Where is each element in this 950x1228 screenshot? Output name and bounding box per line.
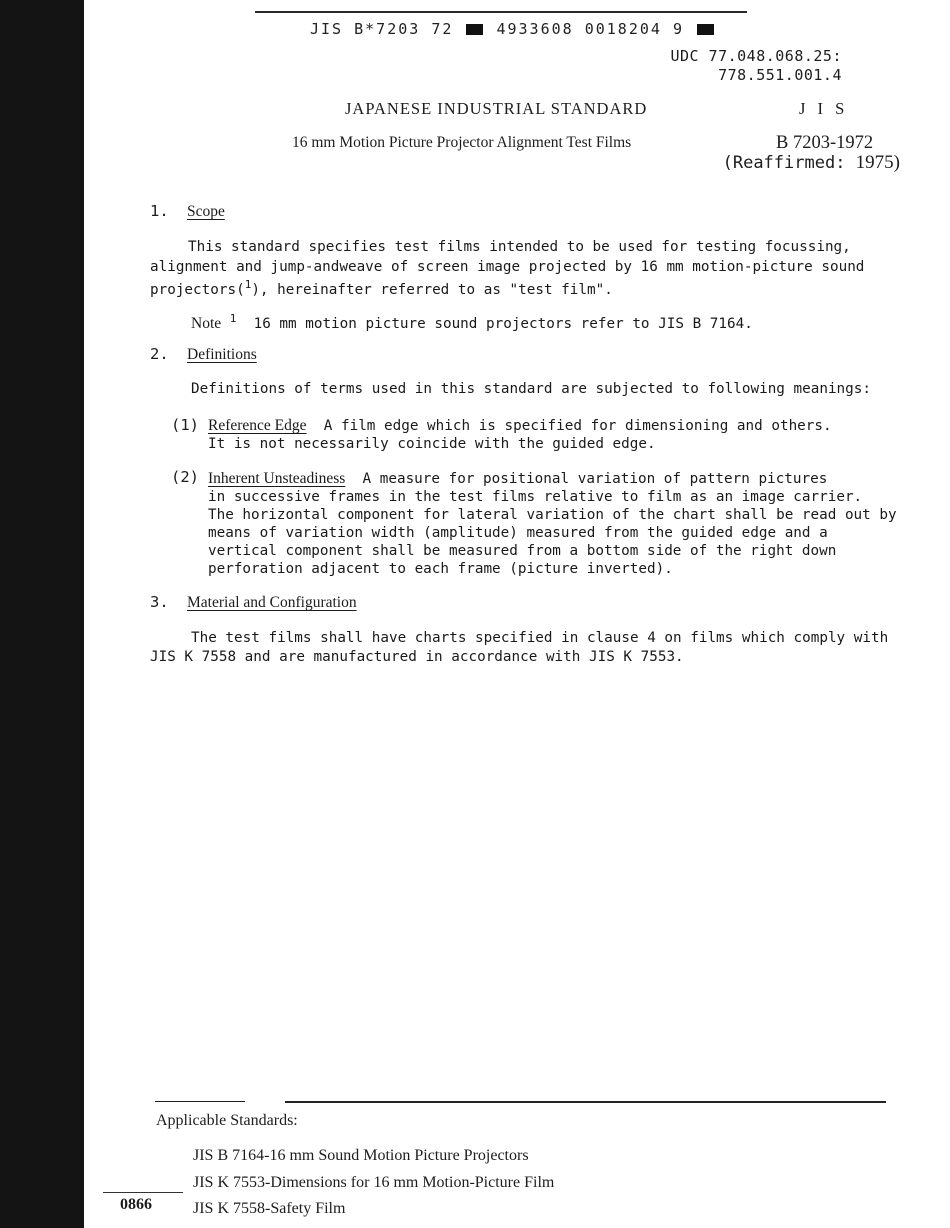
udc-line-1: UDC 77.048.068.25: (670, 47, 842, 65)
applicable-standard-item: JIS K 7553-Dimensions for 16 mm Motion-Picture Film (193, 1174, 555, 1191)
definition-1-number: (1) (171, 416, 199, 434)
barcode-mid: 4933608 0018204 9 (496, 20, 684, 38)
definition-2-line-4: means of variation width (amplitude) measured from the guided edge and a (208, 525, 828, 541)
footer-rule (285, 1101, 886, 1103)
definition-2-line-5: vertical component shall be measured from a bottom side of the right down (208, 543, 837, 559)
definition-2-line-3: The horizontal component for lateral variation of the chart shall be read out by (208, 507, 897, 523)
standard-name: JAPANESE INDUSTRIAL STANDARD (345, 99, 648, 118)
barcode-line (310, 20, 716, 38)
udc-line-2: 778.551.001.4 (718, 66, 842, 84)
document-number: B 7203-1972 (776, 133, 874, 153)
top-rule (255, 11, 747, 13)
section-1-heading: 1. Scope (150, 202, 225, 220)
page-number-rule (103, 1192, 183, 1193)
scope-line-1: This standard specifies test films intended to be used for testing focussing, (188, 239, 851, 255)
scope-line-2: alignment and jump-andweave of screen image projected by 16 mm motion-picture sound (150, 259, 865, 275)
binding-edge (0, 0, 84, 1228)
scope-note: Note $^1$ 16 mm motion picture sound projectors refer to JIS B 7164. (191, 312, 753, 332)
barcode-left: JIS B*7203 72 (310, 20, 454, 38)
footer-rule-short (155, 1101, 245, 1102)
definition-2-number: (2) (171, 468, 199, 486)
material-line-1: The test films shall have charts specified in clause 4 on films which comply with (191, 630, 889, 646)
jis-mark: J I S (799, 99, 849, 118)
material-line-2: JIS K 7558 and are manufactured in accordance with JIS K 7553. (150, 649, 684, 665)
applicable-standard-item: JIS B 7164-16 mm Sound Motion Picture Projectors (193, 1147, 529, 1164)
definition-2-line-1: Inherent Unsteadiness A measure for positional variation of pattern pictures (208, 470, 828, 487)
udc-code (670, 47, 842, 85)
applicable-standard-item: JIS K 7558-Safety Film (193, 1200, 346, 1217)
section-3-heading: 3. Material and Configuration (150, 593, 357, 611)
definition-2-line-6: perforation adjacent to each frame (picture inverted). (208, 561, 673, 577)
scope-line-3: projectors($^1$), hereinafter referred to as "test film". (150, 278, 613, 298)
reaffirmed-note: (Reaffirmed: 1975) (722, 152, 900, 173)
barcode-block-icon (466, 24, 483, 35)
definition-1-line-2: It is not necessarily coincide with the guided edge. (208, 436, 656, 452)
barcode-block-icon (697, 24, 714, 35)
section-2-heading: 2. Definitions (150, 345, 257, 363)
page-number: 0866 (120, 1196, 152, 1213)
document-title: 16 mm Motion Picture Projector Alignment Test Films (292, 134, 632, 151)
definition-1-line-1: Reference Edge A film edge which is specified for dimensioning and others. (208, 417, 832, 434)
definitions-intro: Definitions of terms used in this standard are subjected to following meanings: (191, 381, 871, 397)
definition-2-line-2: in successive frames in the test films relative to film as an image carrier. (208, 489, 863, 505)
applicable-standards-title: Applicable Standards: (156, 1112, 298, 1129)
